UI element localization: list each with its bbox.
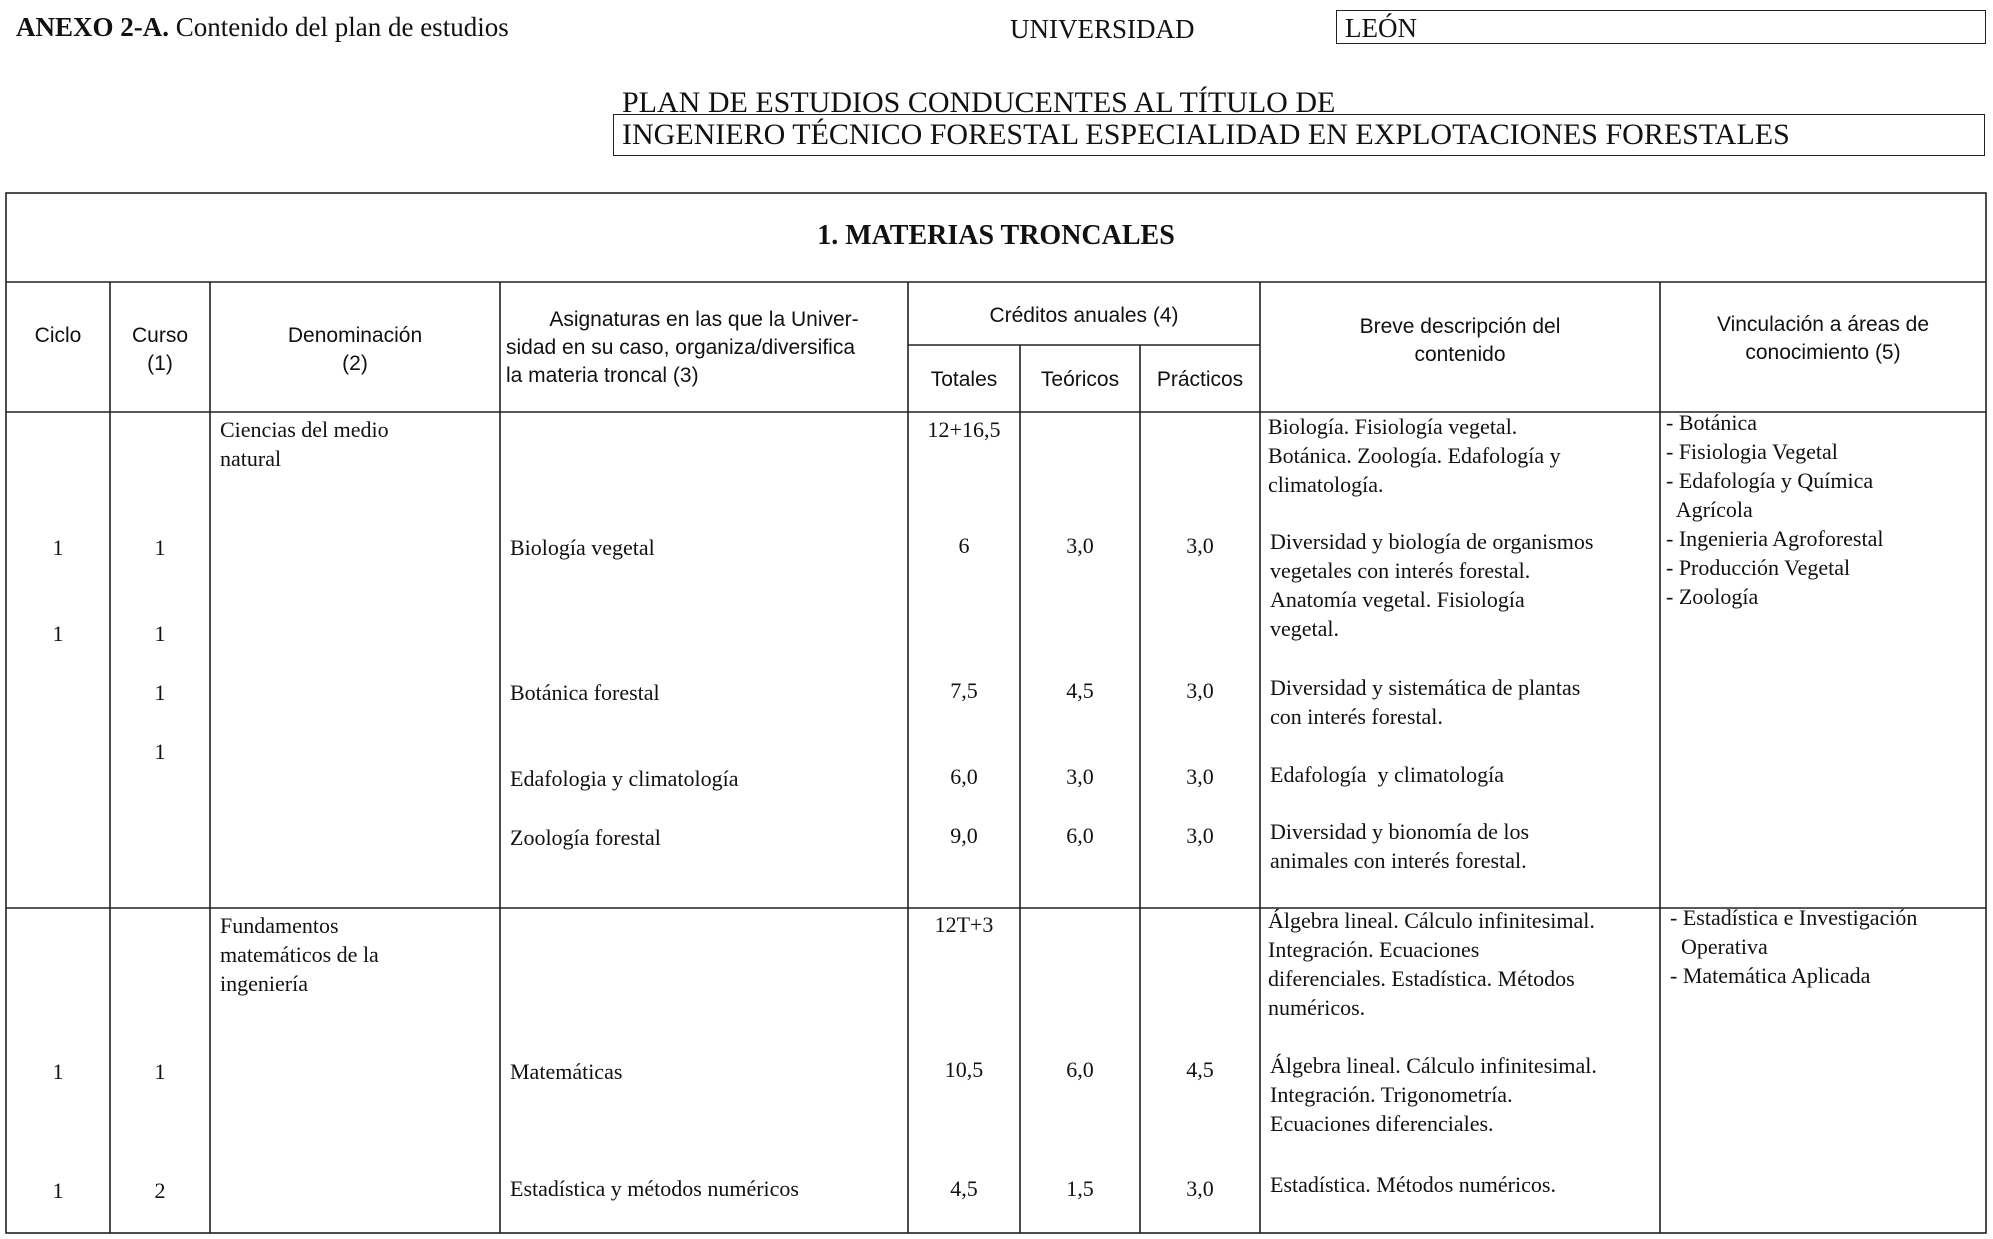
subject-totales: 10,5 <box>944 1057 984 1082</box>
col-header-curso: Curso <box>131 324 189 347</box>
col-header-asignaturas-3: la materia troncal (3) <box>506 364 699 387</box>
subject-teoricos: 3,0 <box>1066 764 1094 789</box>
subject-practicos: 3,0 <box>1186 533 1214 558</box>
extra-ciclo: 1 <box>52 621 64 646</box>
col-header-asignaturas-1: Asignaturas en las que la Univer- <box>549 308 859 331</box>
plan-title: PLAN DE ESTUDIOS CONDUCENTES AL TÍTULO DE <box>622 86 1336 119</box>
subject-practicos: 3,0 <box>1186 1176 1214 1201</box>
university-value: LEÓN <box>1336 10 1986 44</box>
subject-name: Estadística y métodos numéricos <box>510 1176 799 1201</box>
subject-curso: 1 <box>154 739 166 764</box>
subject-totales: 6,0 <box>950 764 978 789</box>
subject-description-line: Álgebra lineal. Cálculo infinitesimal. <box>1270 1053 1597 1078</box>
table-title: 1. MATERIAS TRONCALES <box>817 220 1175 251</box>
annex-text: Contenido del plan de estudios <box>175 12 509 42</box>
subject-curso: 1 <box>154 680 166 705</box>
subject-name: Botánica forestal <box>510 680 660 705</box>
subject-practicos: 4,5 <box>1186 1057 1214 1082</box>
group-totales: 12+16,5 <box>927 417 1001 442</box>
subject-description-line: Diversidad y bionomía de los <box>1270 819 1530 844</box>
col-header-ciclo: Ciclo <box>34 324 82 347</box>
col-header-vinculacion-1: Vinculación a áreas de <box>1716 313 1930 336</box>
subject-name: Matemáticas <box>510 1059 623 1084</box>
col-header-vinculacion-2: conocimiento (5) <box>1745 341 1901 364</box>
subject-description-line: Anatomía vegetal. Fisiología <box>1270 587 1525 612</box>
extra-curso: 1 <box>154 621 166 646</box>
subject-description-line: animales con interés forestal. <box>1270 848 1527 873</box>
subject-totales: 4,5 <box>950 1176 978 1201</box>
subject-totales: 7,5 <box>950 678 978 703</box>
group-denominacion-line: ingeniería <box>220 971 308 996</box>
area-item: - Edafología y Química <box>1666 468 1874 493</box>
area-item: Operativa <box>1670 934 1768 959</box>
col-header-descripcion-1: Breve descripción del <box>1359 315 1561 338</box>
subject-totales: 6 <box>958 533 970 558</box>
subject-description-line: Estadística. Métodos numéricos. <box>1270 1172 1556 1197</box>
subject-description-line: Diversidad y sistemática de plantas <box>1270 675 1581 700</box>
subject-name: Edafologia y climatología <box>510 766 739 791</box>
subject-teoricos: 4,5 <box>1066 678 1094 703</box>
group-description-line: Integración. Ecuaciones <box>1268 937 1480 962</box>
col-header-denominacion-note: (2) <box>342 352 368 375</box>
subject-practicos: 3,0 <box>1186 823 1214 848</box>
group-denominacion-line: matemáticos de la <box>220 942 379 967</box>
area-item: - Matemática Aplicada <box>1670 963 1871 988</box>
subject-curso: 1 <box>154 535 166 560</box>
area-item: - Estadística e Investigación <box>1670 905 1918 930</box>
area-item: - Ingenieria Agroforestal <box>1666 526 1884 551</box>
group-description-line: climatología. <box>1268 472 1384 497</box>
subject-description-line: Ecuaciones diferenciales. <box>1270 1111 1494 1136</box>
subject-teoricos: 6,0 <box>1066 823 1094 848</box>
subject-teoricos: 3,0 <box>1066 533 1094 558</box>
subject-practicos: 3,0 <box>1186 764 1214 789</box>
subject-name: Zoología forestal <box>510 825 661 850</box>
col-header-descripcion-2: contenido <box>1414 343 1506 366</box>
subject-curso: 1 <box>154 1059 166 1084</box>
area-item: - Botánica <box>1666 410 1758 435</box>
col-header-teoricos: Teóricos <box>1040 368 1120 391</box>
subject-ciclo: 1 <box>52 1178 64 1203</box>
area-item: Agrícola <box>1666 497 1753 522</box>
area-item: - Fisiologia Vegetal <box>1666 439 1838 464</box>
subject-curso: 2 <box>154 1178 166 1203</box>
subject-practicos: 3,0 <box>1186 678 1214 703</box>
subject-description-line: Integración. Trigonometría. <box>1270 1082 1513 1107</box>
area-item: - Zoología <box>1666 584 1759 609</box>
col-header-curso-note: (1) <box>147 352 173 375</box>
subject-totales: 9,0 <box>950 823 978 848</box>
subject-ciclo: 1 <box>52 1059 64 1084</box>
group-denominacion-line: Ciencias del medio <box>220 417 389 442</box>
subject-description-line: Diversidad y biología de organismos <box>1270 529 1594 554</box>
group-description-line: diferenciales. Estadística. Métodos <box>1268 966 1575 991</box>
group-totales: 12T+3 <box>934 912 994 937</box>
annex-label: ANEXO 2-A. <box>16 12 169 42</box>
col-header-totales: Totales <box>930 368 998 391</box>
group-description-line: Botánica. Zoología. Edafología y <box>1268 443 1561 468</box>
subject-teoricos: 1,5 <box>1066 1176 1094 1201</box>
group-denominacion-line: Fundamentos <box>220 913 339 938</box>
col-header-practicos: Prácticos <box>1156 368 1244 391</box>
col-header-creditos: Créditos anuales (4) <box>989 304 1179 327</box>
university-label: UNIVERSIDAD <box>1010 14 1195 44</box>
group-description-line: Biología. Fisiología vegetal. <box>1268 414 1518 439</box>
subject-description-line: con interés forestal. <box>1270 704 1443 729</box>
subject-description-line: vegetales con interés forestal. <box>1270 558 1531 583</box>
subject-teoricos: 6,0 <box>1066 1057 1094 1082</box>
group-denominacion-line: natural <box>220 446 282 471</box>
col-header-asignaturas-2: sidad en su caso, organiza/diversifica <box>506 336 856 359</box>
subject-description-line: vegetal. <box>1270 616 1340 641</box>
degree-title: INGENIERO TÉCNICO FORESTAL ESPECIALIDAD EN EXPLOTACIONES FORESTALES <box>613 114 1985 156</box>
group-description-line: Álgebra lineal. Cálculo infinitesimal. <box>1268 908 1595 933</box>
subject-ciclo: 1 <box>52 535 64 560</box>
group-description-line: numéricos. <box>1268 995 1366 1020</box>
subject-description-line: Edafología y climatología <box>1270 762 1504 787</box>
area-item: - Producción Vegetal <box>1666 555 1851 580</box>
col-header-denominacion: Denominación <box>287 324 423 347</box>
subject-name: Biología vegetal <box>510 535 655 560</box>
